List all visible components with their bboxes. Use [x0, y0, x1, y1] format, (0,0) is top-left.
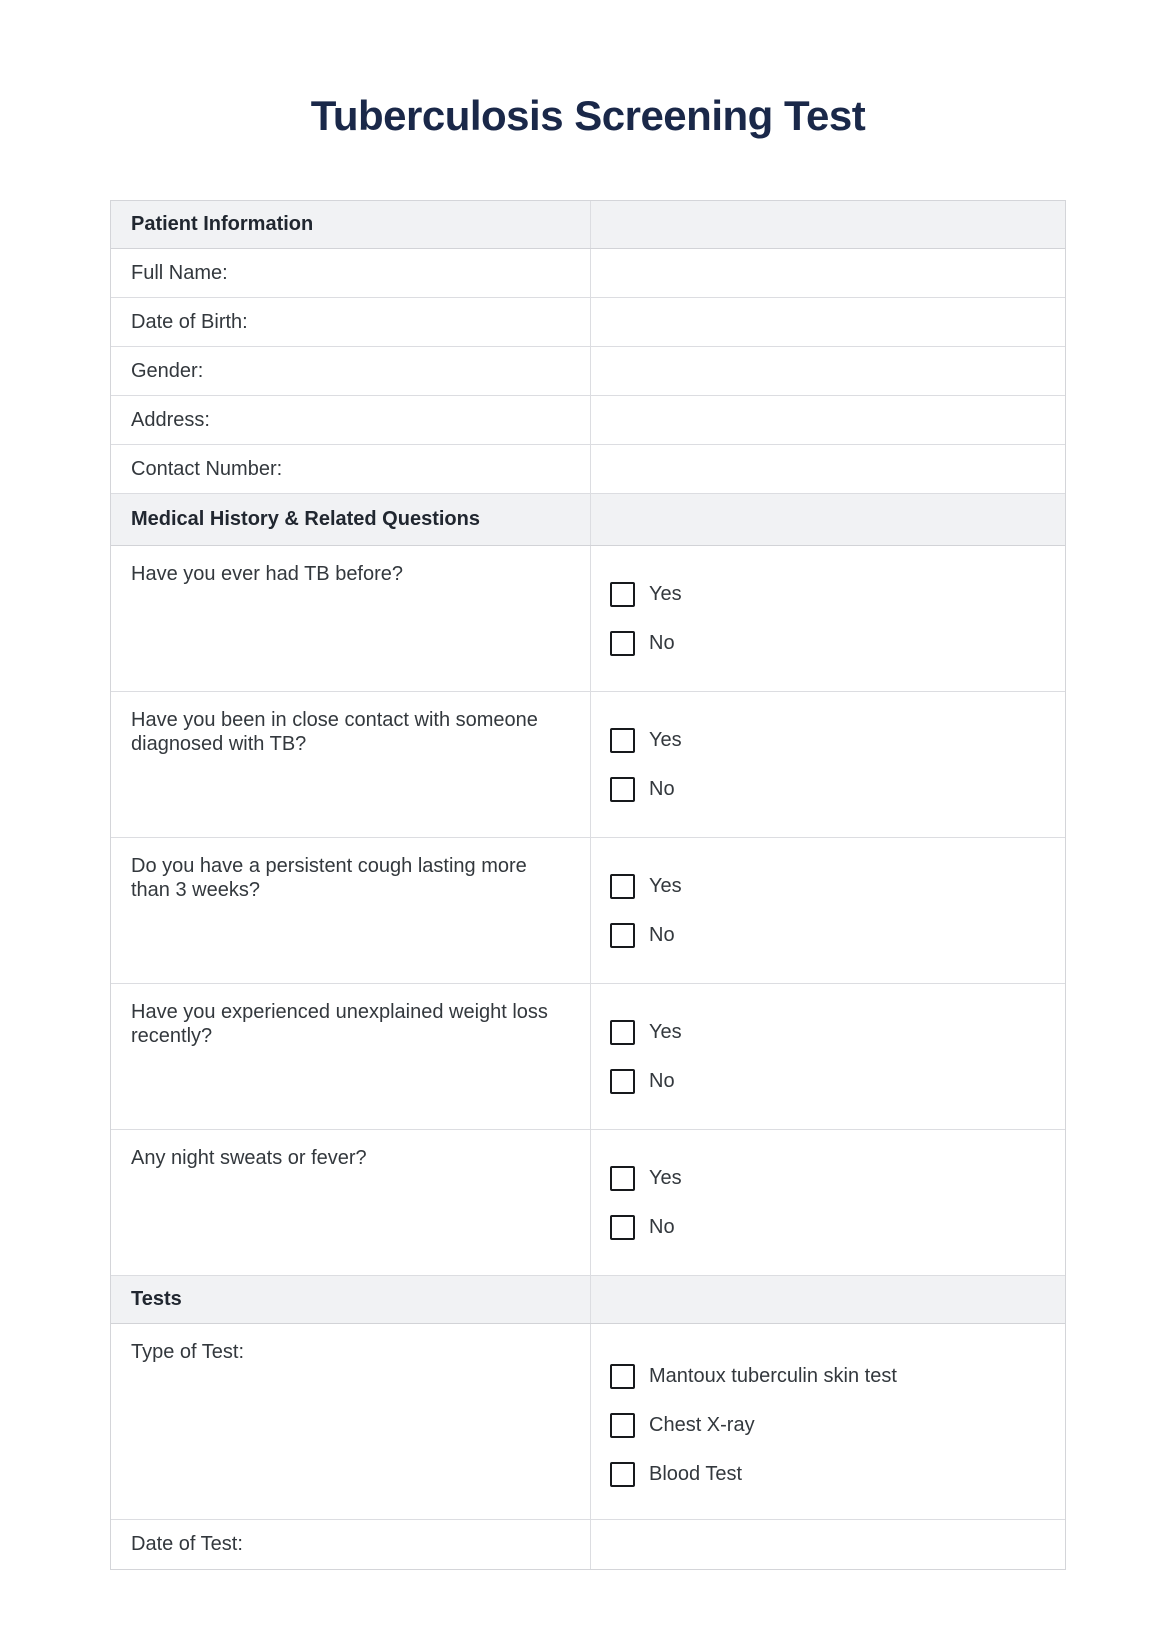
checkbox-label: Yes	[649, 1167, 682, 1190]
checkbox-label: No	[649, 924, 675, 947]
section-header-spacer-cell	[591, 201, 1065, 248]
address-value-cell	[591, 396, 1065, 444]
checkbox-label: No	[649, 778, 675, 801]
checkbox-label: No	[649, 632, 675, 655]
date-of-birth-value-cell	[591, 298, 1065, 346]
answer-options	[591, 546, 1065, 691]
option-no[interactable]	[610, 1069, 1065, 1094]
answer-options	[591, 692, 1065, 837]
field-row-date-of-test	[111, 1520, 1065, 1569]
checkbox-icon[interactable]	[610, 631, 635, 656]
checkbox-icon[interactable]	[610, 1413, 635, 1438]
option-no[interactable]	[610, 923, 1065, 948]
answer-options	[591, 838, 1065, 983]
checkbox-label: Yes	[649, 583, 682, 606]
question-label: Have you been in close contact with someone diagnosed with TB?	[111, 692, 591, 837]
field-row-address	[111, 396, 1065, 445]
section-header-patient-information	[111, 201, 1065, 249]
option-mantoux-tuberculin-skin-test[interactable]	[610, 1364, 1065, 1389]
section-header-spacer-cell	[591, 494, 1065, 545]
section-header-medical-history	[111, 494, 1065, 546]
section-title: Patient Information	[111, 201, 591, 248]
choices-row-type-of-test	[111, 1324, 1065, 1520]
field-row-gender	[111, 347, 1065, 396]
field-label: Date of Birth:	[111, 298, 591, 346]
checkbox-icon[interactable]	[610, 1166, 635, 1191]
checkbox-icon[interactable]	[610, 1215, 635, 1240]
checkbox-icon[interactable]	[610, 582, 635, 607]
field-label: Date of Test:	[111, 1520, 591, 1569]
field-label: Address:	[111, 396, 591, 444]
option-chest-x-ray[interactable]	[610, 1413, 1065, 1438]
option-no[interactable]	[610, 777, 1065, 802]
checkbox-label: Yes	[649, 875, 682, 898]
question-row-close-contact	[111, 692, 1065, 838]
checkbox-label: Mantoux tuberculin skin test	[649, 1365, 897, 1388]
question-row-persistent-cough	[111, 838, 1065, 984]
checkbox-icon[interactable]	[610, 777, 635, 802]
full-name-value-cell	[591, 249, 1065, 297]
checkbox-label: Yes	[649, 729, 682, 752]
field-row-contact-number	[111, 445, 1065, 494]
checkbox-icon[interactable]	[610, 728, 635, 753]
gender-value-cell	[591, 347, 1065, 395]
test-type-options	[591, 1324, 1065, 1519]
checkbox-label: No	[649, 1070, 675, 1093]
option-yes[interactable]	[610, 1166, 1065, 1191]
checkbox-icon[interactable]	[610, 874, 635, 899]
question-row-night-sweats	[111, 1130, 1065, 1276]
date-of-test-value-cell	[591, 1520, 1065, 1569]
section-title: Medical History & Related Questions	[111, 494, 591, 545]
field-row-date-of-birth	[111, 298, 1065, 347]
section-header-spacer-cell	[591, 1276, 1065, 1323]
field-label: Type of Test:	[111, 1324, 591, 1519]
checkbox-icon[interactable]	[610, 1069, 635, 1094]
question-row-weight-loss	[111, 984, 1065, 1130]
checkbox-icon[interactable]	[610, 1020, 635, 1045]
answer-options	[591, 984, 1065, 1129]
field-label: Contact Number:	[111, 445, 591, 493]
section-header-tests	[111, 1276, 1065, 1324]
question-label: Do you have a persistent cough lasting more than 3 weeks?	[111, 838, 591, 983]
checkbox-label: No	[649, 1216, 675, 1239]
option-yes[interactable]	[610, 1020, 1065, 1045]
option-no[interactable]	[610, 631, 1065, 656]
question-label: Any night sweats or fever?	[111, 1130, 591, 1275]
screening-form-table	[110, 200, 1066, 1570]
field-label: Full Name:	[111, 249, 591, 297]
checkbox-label: Chest X-ray	[649, 1414, 755, 1437]
checkbox-label: Yes	[649, 1021, 682, 1044]
option-yes[interactable]	[610, 874, 1065, 899]
checkbox-icon[interactable]	[610, 1364, 635, 1389]
question-label: Have you experienced unexplained weight loss recently?	[111, 984, 591, 1129]
option-no[interactable]	[610, 1215, 1065, 1240]
checkbox-label: Blood Test	[649, 1463, 743, 1486]
answer-options	[591, 1130, 1065, 1275]
page-title: Tuberculosis Screening Test	[310, 92, 866, 139]
contact-number-value-cell	[591, 445, 1065, 493]
field-row-full-name	[111, 249, 1065, 298]
option-yes[interactable]	[610, 728, 1065, 753]
question-row-tb-before	[111, 546, 1065, 692]
option-yes[interactable]	[610, 582, 1065, 607]
section-title: Tests	[111, 1276, 591, 1323]
field-label: Gender:	[111, 347, 591, 395]
checkbox-icon[interactable]	[610, 923, 635, 948]
question-label: Have you ever had TB before?	[111, 546, 591, 691]
checkbox-icon[interactable]	[610, 1462, 635, 1487]
option-blood-test[interactable]	[610, 1462, 1065, 1487]
